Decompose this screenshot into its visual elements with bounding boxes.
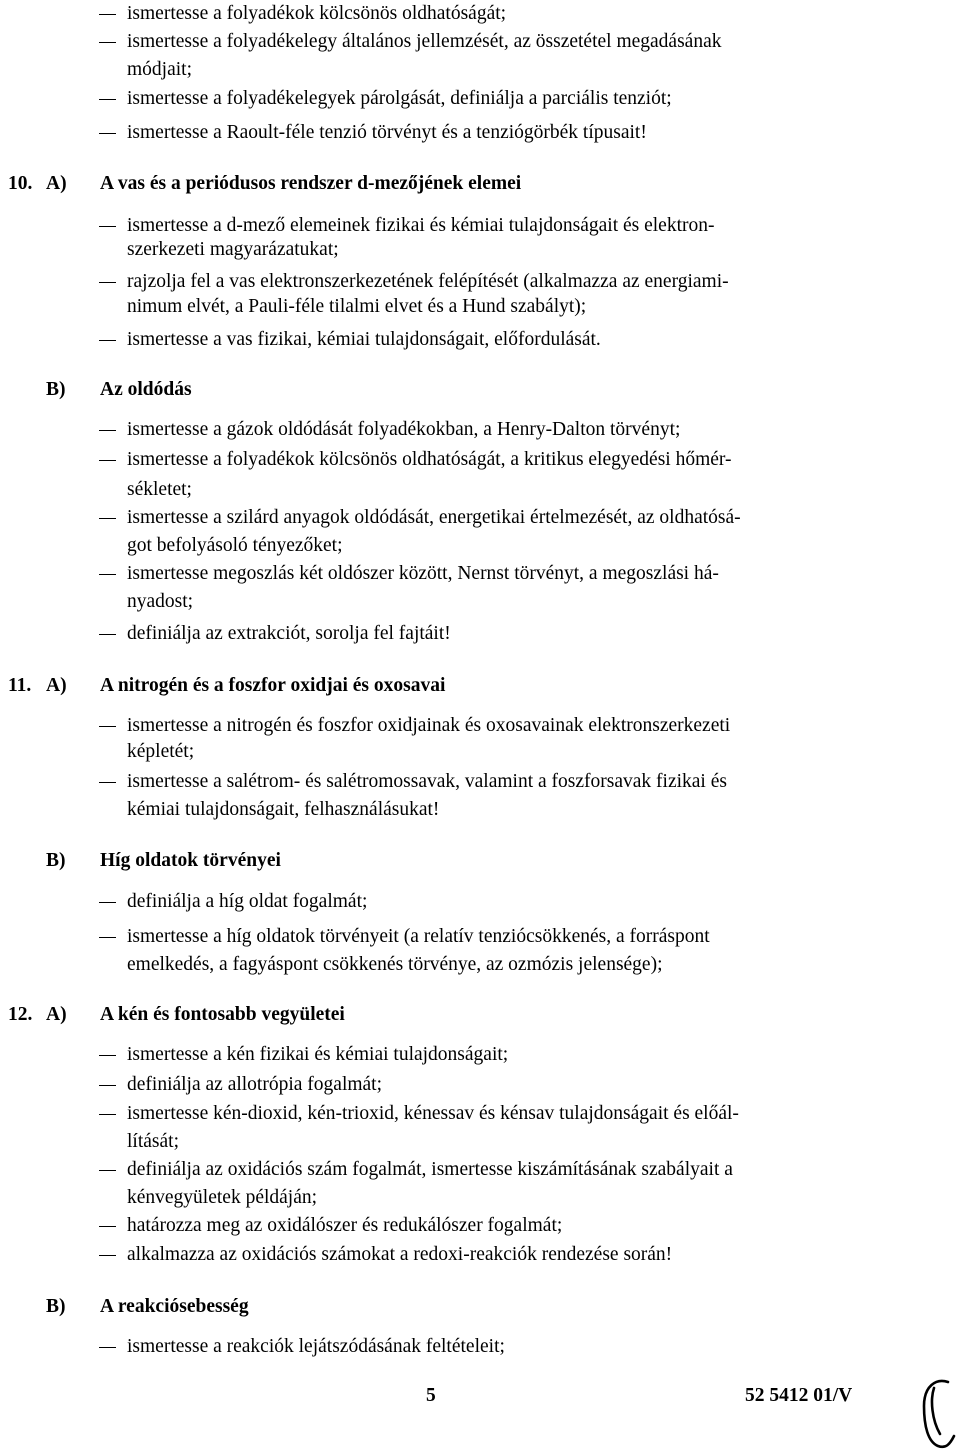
list-item: ismertesse megoszlás két oldószer között, Nernst törvényt, a megoszlási há- xyxy=(127,563,719,584)
list-item: ismertesse a híg oldatok törvényeit (a relatív tenziócsökkenés, a forráspont xyxy=(127,926,710,947)
list-item: ismertesse a salétrom- és salétromossavak, valamint a foszforsavak fizikai és xyxy=(127,771,727,792)
list-item-continuation: got befolyásoló tényezőket; xyxy=(127,535,343,556)
list-item: definiálja az extrakciót, sorolja fel fajtáit! xyxy=(127,623,451,644)
subsection-title: Híg oldatok törvényei xyxy=(100,850,281,871)
subsection-title: A kén és fontosabb vegyületei xyxy=(100,1004,345,1025)
list-item: ismertesse a gázok oldódását folyadékokban, a Henry-Dalton törvényt; xyxy=(127,419,681,440)
list-item: ismertesse a d-mező elemeinek fizikai és kémiai tulajdonságait és elektron- xyxy=(127,215,715,236)
signature-mark xyxy=(918,1376,958,1452)
list-item-continuation: kénvegyületek példáján; xyxy=(127,1187,318,1208)
subsection-label: B) xyxy=(46,1296,66,1317)
list-item: definiálja a híg oldat fogalmát; xyxy=(127,891,368,912)
list-item-continuation: szerkezeti magyarázatukat; xyxy=(127,239,339,260)
list-item-continuation: sékletet; xyxy=(127,479,192,500)
page-number: 5 xyxy=(426,1385,436,1406)
subsection-label: A) xyxy=(46,173,67,194)
list-item-continuation: képletét; xyxy=(127,741,195,762)
list-item: ismertesse a Raoult-féle tenzió törvényt és a tenziógörbék típusait! xyxy=(127,122,647,143)
list-item: ismertesse a vas fizikai, kémiai tulajdonságait, előfordulását. xyxy=(127,329,601,350)
subsection-title: Az oldódás xyxy=(100,379,192,400)
section-number: 10. xyxy=(8,173,33,194)
list-item: ismertesse a folyadékelegyek párolgását, definiálja a parciális tenziót; xyxy=(127,88,672,109)
list-item-continuation: nimum elvét, a Pauli-féle tilalmi elvet és a Hund szabályt); xyxy=(127,296,587,317)
list-item-continuation: kémiai tulajdonságait, felhasználásukat! xyxy=(127,799,440,820)
list-item: definiálja az allotrópia fogalmát; xyxy=(127,1074,383,1095)
section-number: 12. xyxy=(8,1004,33,1025)
list-item: ismertesse a szilárd anyagok oldódását, energetikai értelmezését, az oldhatósá- xyxy=(127,507,741,528)
list-item: ismertesse a nitrogén és foszfor oxidjainak és oxosavainak elektronszerkezeti xyxy=(127,715,731,736)
list-item-continuation: nyadost; xyxy=(127,591,194,612)
list-item: alkalmazza az oxidációs számokat a redoxi-reakciók rendezése során! xyxy=(127,1244,673,1265)
subsection-label: A) xyxy=(46,1004,67,1025)
list-item: ismertesse a folyadékok kölcsönös oldhatóságát; xyxy=(127,3,507,24)
list-item-continuation: emelkedés, a fagyáspont csökkenés törvénye, az ozmózis jelensége); xyxy=(127,954,663,975)
subsection-title: A vas és a periódusos rendszer d-mezőjének elemei xyxy=(100,173,522,194)
subsection-label: A) xyxy=(46,675,67,696)
list-item: határozza meg az oxidálószer és redukálószer fogalmát; xyxy=(127,1215,563,1236)
list-item: ismertesse a folyadékok kölcsönös oldhatóságát, a kritikus elegyedési hőmér- xyxy=(127,449,732,470)
list-item-continuation: lítását; xyxy=(127,1131,179,1152)
subsection-title: A reakciósebesség xyxy=(100,1296,249,1317)
list-item: rajzolja fel a vas elektronszerkezetének felépítését (alkalmazza az energiami- xyxy=(127,271,729,292)
list-item: ismertesse a kén fizikai és kémiai tulajdonságait; xyxy=(127,1044,509,1065)
list-item: definiálja az oxidációs szám fogalmát, ismertesse kiszámításának szabályait a xyxy=(127,1159,733,1180)
subsection-title: A nitrogén és a foszfor oxidjai és oxosavai xyxy=(100,675,446,696)
list-item: ismertesse a folyadékelegy általános jellemzését, az összetétel megadásának xyxy=(127,31,722,52)
list-item: ismertesse a reakciók lejátszódásának feltételeit; xyxy=(127,1336,505,1357)
list-item: ismertesse kén-dioxid, kén-trioxid, kénessav és kénsav tulajdonságait és előál- xyxy=(127,1103,739,1124)
section-number: 11. xyxy=(8,675,32,696)
document-code: 52 5412 01/V xyxy=(745,1385,853,1406)
subsection-label: B) xyxy=(46,850,66,871)
list-item-continuation: módjait; xyxy=(127,59,192,80)
subsection-label: B) xyxy=(46,379,66,400)
